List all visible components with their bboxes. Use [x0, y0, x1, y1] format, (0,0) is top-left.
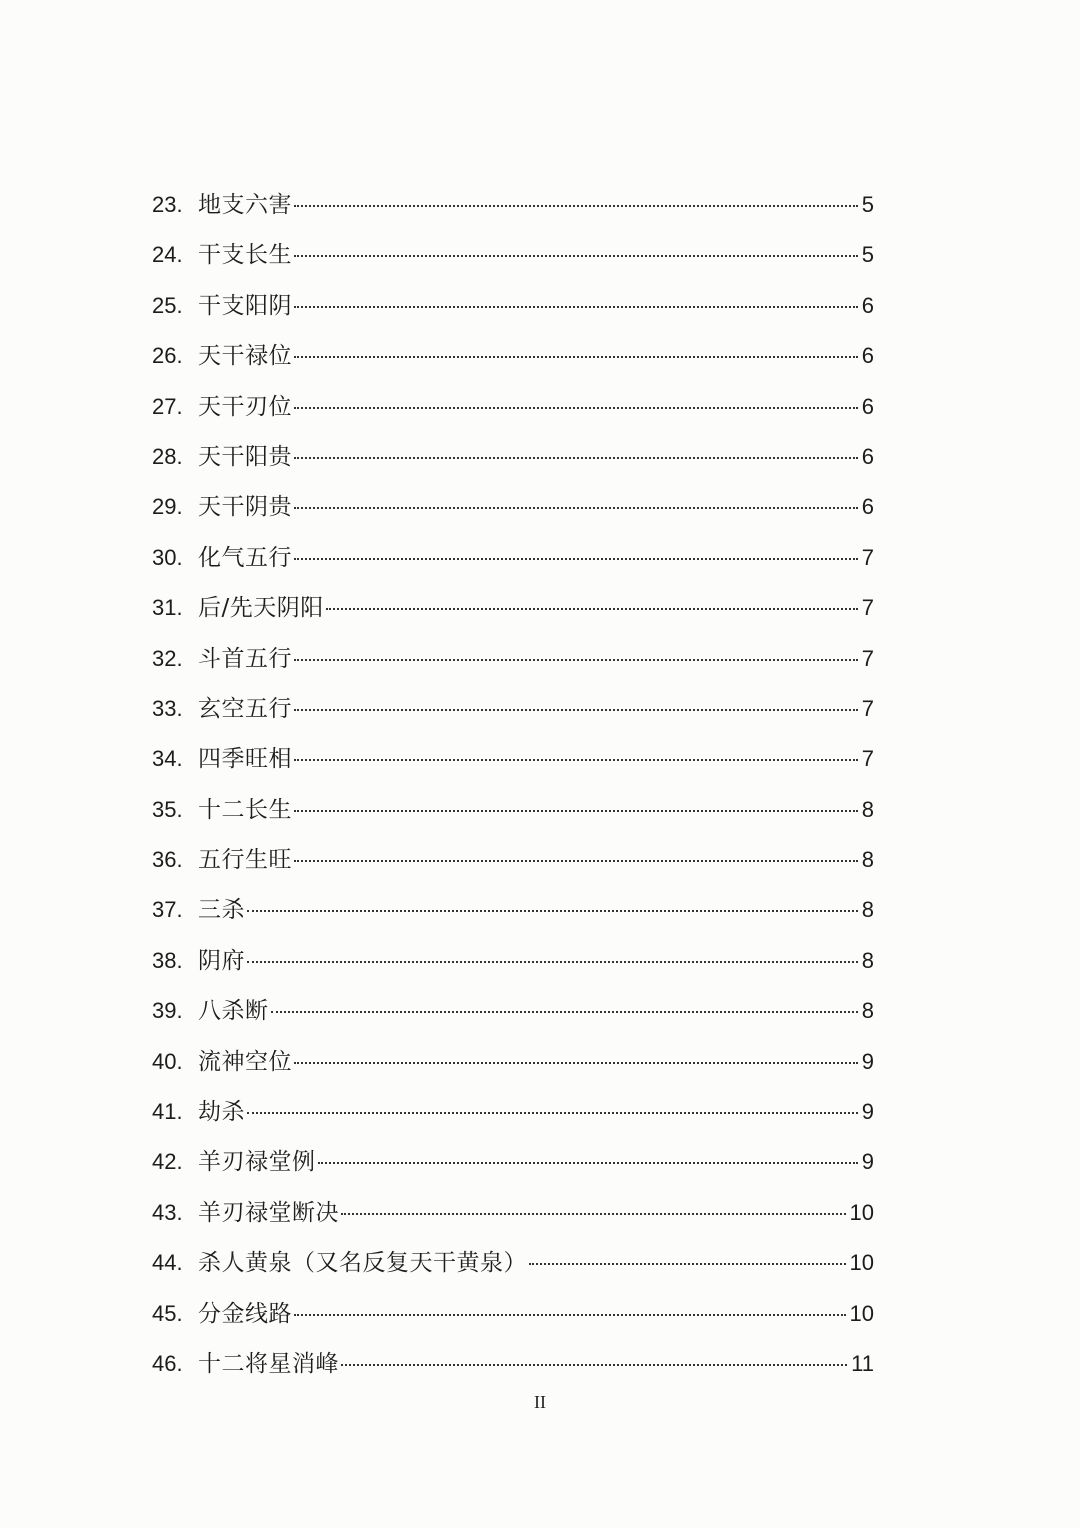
toc-entry-number: 37.	[152, 897, 183, 923]
toc-entry-title: 化气五行	[198, 544, 292, 571]
toc-entry[interactable]	[152, 986, 874, 1036]
toc-entry-page: 5	[861, 192, 874, 217]
toc-dot-leader	[271, 1011, 858, 1013]
toc-entry[interactable]	[152, 583, 874, 633]
toc-entry-number: 46.	[152, 1350, 183, 1376]
toc-entry[interactable]	[152, 432, 874, 482]
toc-dot-leader	[294, 507, 858, 509]
toc-entry-title: 流神空位	[198, 1048, 292, 1075]
toc-entry-title: 十二长生	[198, 796, 292, 823]
toc-entry-page: 6	[861, 393, 874, 419]
toc-entry-page: 5	[861, 242, 874, 268]
toc-entry[interactable]	[152, 1188, 874, 1238]
toc-entry-page: 7	[861, 544, 874, 570]
toc-entry-title: 地支六害	[198, 192, 292, 218]
toc-entry-page: 7	[861, 695, 874, 721]
toc-dot-leader	[294, 255, 858, 257]
toc-entry-page: 7	[861, 645, 874, 671]
toc-entry-title: 分金线路	[198, 1300, 292, 1327]
toc-entry[interactable]	[152, 281, 874, 331]
toc-entry-number: 43.	[152, 1199, 183, 1225]
toc-dot-leader	[247, 910, 858, 912]
toc-entry-number: 30.	[152, 544, 183, 570]
toc-entry-page: 10	[849, 1199, 874, 1225]
toc-dot-leader	[341, 1364, 847, 1366]
toc-dot-leader	[294, 1062, 858, 1064]
toc-entry-title: 天干禄位	[198, 343, 292, 370]
toc-entry-number: 40.	[152, 1048, 183, 1074]
toc-entry[interactable]	[152, 734, 874, 784]
toc-entry[interactable]	[152, 382, 874, 432]
toc-entry[interactable]	[152, 1137, 874, 1187]
toc-entry-title: 干支阳阴	[198, 292, 292, 319]
toc-entry-number: 39.	[152, 998, 183, 1024]
toc-entry-number: 34.	[152, 746, 183, 772]
toc-entry-title: 四季旺相	[198, 746, 292, 773]
toc-entry[interactable]	[152, 180, 874, 230]
toc-entry-title: 羊刃禄堂例	[198, 1149, 316, 1176]
toc-entry-number: 29.	[152, 494, 183, 520]
toc-entry-title: 羊刃禄堂断决	[198, 1199, 339, 1226]
toc-dot-leader	[294, 659, 858, 661]
toc-entry-number: 32.	[152, 645, 183, 671]
toc-dot-leader	[294, 457, 858, 459]
toc-dot-leader	[294, 356, 858, 358]
toc-entry-title: 天干阴贵	[198, 494, 292, 521]
toc-entry-page: 10	[849, 1250, 874, 1276]
toc-entry[interactable]	[152, 785, 874, 835]
toc-entry-number: 28.	[152, 443, 183, 469]
toc-entry[interactable]	[152, 936, 874, 986]
toc-entry-title: 阴府	[198, 947, 245, 974]
toc-entry-page: 6	[861, 292, 874, 318]
toc-entry[interactable]	[152, 1339, 874, 1389]
toc-entry-number: 35.	[152, 796, 183, 822]
toc-entry-page: 6	[861, 443, 874, 469]
toc-entry[interactable]	[152, 1238, 874, 1288]
page-number: II	[534, 1392, 546, 1412]
toc-entry-page: 8	[861, 847, 874, 873]
toc-entry[interactable]	[152, 684, 874, 734]
toc-entry-page: 8	[861, 998, 874, 1024]
toc-dot-leader	[529, 1263, 846, 1265]
toc-entry[interactable]	[152, 1087, 874, 1137]
toc-dot-leader	[294, 205, 858, 207]
toc-entry[interactable]	[152, 482, 874, 532]
toc-entry-number: 42.	[152, 1149, 183, 1175]
toc-entry-title: 斗首五行	[198, 645, 292, 672]
toc-dot-leader	[294, 306, 858, 308]
toc-dot-leader	[294, 407, 858, 409]
toc-entry[interactable]	[152, 533, 874, 583]
toc-entry-number: 31.	[152, 595, 183, 621]
toc-dot-leader	[326, 608, 858, 610]
toc-dot-leader	[294, 860, 858, 862]
toc-entry-page: 9	[861, 1048, 874, 1074]
toc-entry[interactable]	[152, 1037, 874, 1087]
toc-entry-number: 36.	[152, 847, 183, 873]
toc-entry-page: 9	[861, 1099, 874, 1125]
toc-entry[interactable]	[152, 885, 874, 935]
toc-entry-number: 25.	[152, 292, 183, 318]
toc-dot-leader	[318, 1162, 858, 1164]
toc-dot-leader	[294, 558, 858, 560]
toc-entry-title: 后/先天阴阳	[198, 595, 324, 622]
toc-dot-leader	[294, 1314, 846, 1316]
toc-entry-page: 6	[861, 494, 874, 520]
toc-entry-number: 27.	[152, 393, 183, 419]
toc-entry-page: 7	[861, 746, 874, 772]
toc-entry-page: 9	[861, 1149, 874, 1175]
toc-dot-leader	[341, 1213, 846, 1215]
toc-entry-number: 45.	[152, 1300, 183, 1326]
toc-dot-leader	[294, 810, 858, 812]
toc-entry-page: 8	[861, 796, 874, 822]
toc-entry-title: 八杀断	[198, 998, 269, 1025]
toc-entry-title: 十二将星消峰	[198, 1350, 339, 1377]
toc-entry-page: 11	[851, 1350, 874, 1376]
toc-entry[interactable]	[152, 1289, 874, 1339]
toc-entry-title: 五行生旺	[198, 847, 292, 874]
toc-entry-title: 干支长生	[198, 242, 292, 269]
toc-entry-title: 杀人黄泉（又名反复天干黄泉）	[198, 1250, 527, 1277]
toc-entry-page: 6	[861, 343, 874, 369]
toc-entry-page: 7	[861, 595, 874, 621]
toc-entry-page: 8	[861, 897, 874, 923]
toc-entry[interactable]	[152, 835, 874, 885]
toc-entry-number: 38.	[152, 947, 183, 973]
toc-entry[interactable]	[152, 230, 874, 280]
toc-entry-number: 24.	[152, 242, 183, 268]
toc-entry[interactable]	[152, 634, 874, 684]
toc-entry-number: 33.	[152, 695, 183, 721]
toc-entry-page: 8	[861, 947, 874, 973]
toc-entry-title: 劫杀	[198, 1099, 245, 1126]
toc-entry-title: 三杀	[198, 897, 245, 924]
toc-entry-page: 10	[849, 1300, 874, 1326]
toc-dot-leader	[247, 961, 858, 963]
toc-entry-title: 天干刃位	[198, 393, 292, 420]
toc-entry-title: 玄空五行	[198, 695, 292, 722]
toc-entry-number: 44.	[152, 1250, 183, 1276]
toc-dot-leader	[294, 709, 858, 711]
toc-dot-leader	[247, 1112, 858, 1114]
toc-entry-number: 41.	[152, 1099, 183, 1125]
table-of-contents	[152, 180, 874, 1389]
toc-entry-title: 天干阳贵	[198, 443, 292, 470]
toc-entry-number: 26.	[152, 343, 183, 369]
toc-entry[interactable]	[152, 331, 874, 381]
toc-dot-leader	[294, 759, 858, 761]
toc-entry-number: 23.	[152, 192, 183, 217]
